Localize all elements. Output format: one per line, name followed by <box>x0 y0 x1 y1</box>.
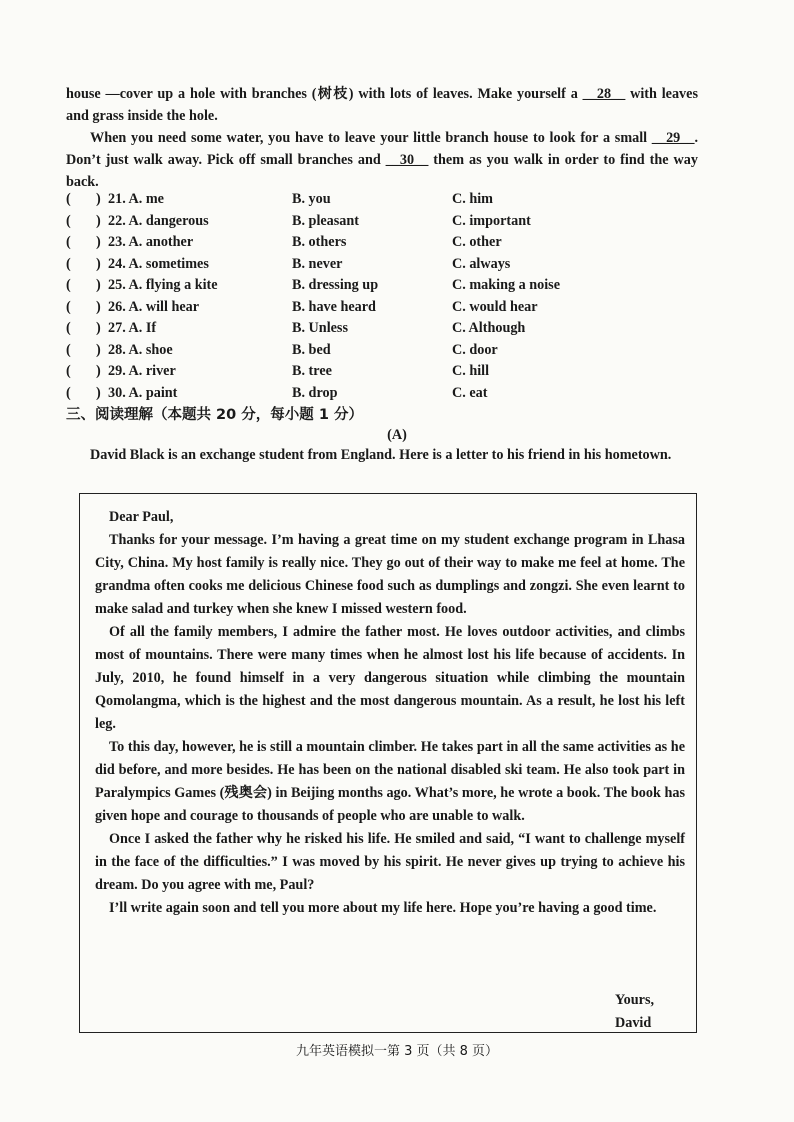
question-row <box>66 340 706 362</box>
answer-paren-right: ) <box>96 384 101 401</box>
answer-paren-right: ) <box>96 298 101 315</box>
option-c: C. door <box>452 341 498 358</box>
letter-paragraph: I’ll write again soon and tell you more about my life here. Hope you’re having a good time. <box>109 900 657 916</box>
question-row <box>66 297 706 319</box>
option-c: C. eat <box>452 384 488 401</box>
option-c: C. important <box>452 212 531 229</box>
cloze-passage-tail <box>66 83 698 193</box>
answer-paren-left: ( <box>66 234 71 250</box>
answer-paren-right: ) <box>96 363 101 379</box>
passage-text: house —cover up a hole with branches (树枝) with lots of leaves. Make yourself a <box>66 86 583 102</box>
letter-paragraph: Thanks for your message. I’m having a great time on my student exchange program in Lhasa City, China. My host family is really nice. They go out of their way to make me feel at home. The grandma often cooks me delicious Chinese food such as dumplings and zongzi. She even learnt to make salad and turkey when she knew I missed western food. <box>95 532 685 617</box>
passage-text: with leaves and grass inside the hole. <box>66 86 698 124</box>
option-a: 29. A. river <box>108 363 176 379</box>
question-row <box>66 189 706 211</box>
option-a: 25. A. flying a kite <box>108 277 218 293</box>
option-a: 22. A. dangerous <box>108 212 209 229</box>
option-a: 26. A. will hear <box>108 298 200 315</box>
passage-intro: David Black is an exchange student from England. Here is a letter to his friend in his hometown. <box>90 447 672 463</box>
answer-paren-left: ( <box>66 320 71 336</box>
letter-box <box>79 493 697 1033</box>
letter-paragraph: Once I asked the father why he risked his life. He smiled and said, “I want to challenge myself in the face of the difficulties.” I was moved by his spirit. He never gives up trying to achieve his dream. Do you agree with me, Paul? <box>95 831 685 893</box>
blank-29: __29__ <box>651 130 695 146</box>
option-c: C. hill <box>452 363 490 379</box>
answer-paren-right: ) <box>96 341 101 358</box>
option-a: 27. A. If <box>108 320 157 336</box>
answer-paren-left: ( <box>66 298 71 315</box>
option-c: C. making a noise <box>452 277 560 293</box>
answer-paren-right: ) <box>96 320 101 336</box>
option-b: B. tree <box>292 363 332 379</box>
option-c: C. other <box>452 234 502 250</box>
option-a: 24. A. sometimes <box>108 255 209 272</box>
option-a: 28. A. shoe <box>108 341 173 358</box>
answer-paren-right: ) <box>96 234 101 250</box>
letter-body <box>95 506 685 920</box>
passage-label: (A) <box>387 427 407 443</box>
option-b: B. others <box>292 234 347 250</box>
answer-paren-right: ) <box>96 191 101 207</box>
option-b: B. bed <box>292 341 331 358</box>
page-footer: 九年英语模拟一第 3 页（共 8 页） <box>295 1044 499 1059</box>
answer-paren-left: ( <box>66 363 71 379</box>
option-b: B. you <box>292 191 331 207</box>
question-row <box>66 275 706 297</box>
blank-30: __30__ <box>385 152 429 168</box>
letter-signoff <box>615 989 654 1035</box>
answer-paren-left: ( <box>66 277 71 293</box>
option-b: B. Unless <box>292 320 348 336</box>
question-row <box>66 254 706 276</box>
passage-text: . Don’t just walk away. Pick off small branches and <box>66 130 698 168</box>
option-a: 23. A. another <box>108 234 194 250</box>
passage-text: them as you walk in order to find the way back. <box>66 152 698 190</box>
letter-signature: David <box>615 1015 652 1031</box>
option-c: C. him <box>452 191 493 207</box>
blank-28: __28__ <box>582 86 626 102</box>
passage-text: When you need some water, you have to leave your little branch house to look for a small <box>90 130 652 146</box>
question-row <box>66 232 706 254</box>
option-c: C. would hear <box>452 298 538 315</box>
letter-paragraph: To this day, however, he is still a mountain climber. He takes part in all the same activities as he did before, and more besides. He has been on the national disabled ski team. He also took part in Paralympics Games (残奥会) in Beijing months ago. What’s more, he wrote a book. The book has given hope and courage to thousands of people who are unable to walk. <box>95 739 685 824</box>
question-row <box>66 211 706 233</box>
letter-greeting: Dear Paul, <box>109 509 174 525</box>
answer-paren-left: ( <box>66 341 71 358</box>
answer-paren-right: ) <box>96 277 101 293</box>
question-row <box>66 361 706 383</box>
question-row <box>66 318 706 340</box>
answer-paren-left: ( <box>66 255 71 272</box>
question-row <box>66 383 706 405</box>
option-c: C. always <box>452 255 511 272</box>
section-heading: 三、阅读理解（本题共 20 分，每小题 1 分） <box>66 407 363 423</box>
answer-paren-right: ) <box>96 255 101 272</box>
answer-paren-left: ( <box>66 191 71 207</box>
option-b: B. have heard <box>292 298 376 315</box>
option-b: B. never <box>292 255 343 272</box>
answer-options-list <box>66 189 706 404</box>
answer-paren-left: ( <box>66 212 71 229</box>
option-c: C. Although <box>452 320 526 336</box>
option-a: 21. A. me <box>108 191 164 207</box>
answer-paren-left: ( <box>66 384 71 401</box>
option-a: 30. A. paint <box>108 384 178 401</box>
letter-closing: Yours, <box>615 992 655 1008</box>
option-b: B. dressing up <box>292 277 379 293</box>
answer-paren-right: ) <box>96 212 101 229</box>
letter-paragraph: Of all the family members, I admire the father most. He loves outdoor activities, and climbs most of mountains. There were many times when he almost lost his life because of accidents. In July, 2010, he found himself in a very dangerous situation while climbing the mountain Qomolangma, which is the highest and the most dangerous mountain. As a result, he lost his left leg. <box>95 624 685 732</box>
option-b: B. pleasant <box>292 212 360 229</box>
option-b: B. drop <box>292 384 338 401</box>
